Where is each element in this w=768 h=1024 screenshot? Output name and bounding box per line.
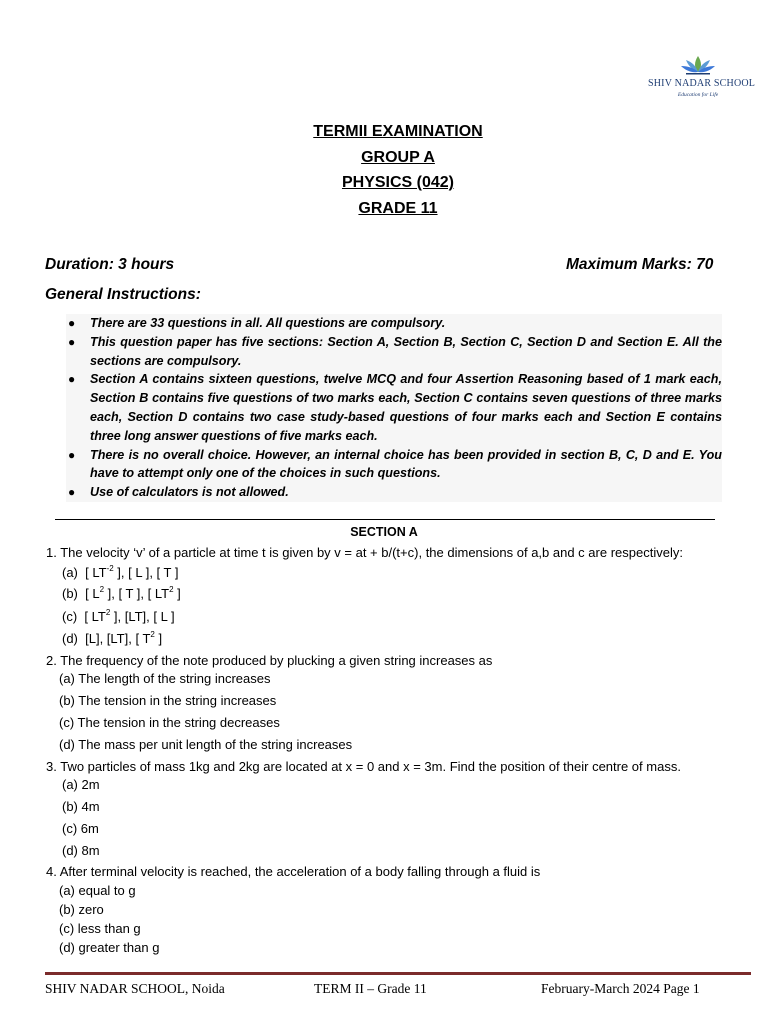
q4-option-d: (d) greater than g: [59, 940, 160, 955]
bullet: ●: [68, 372, 76, 387]
q2-option-d: (d) The mass per unit length of the string increases: [59, 737, 353, 752]
q2-option-b: (b) The tension in the string increases: [59, 693, 277, 708]
q1-option-c: (c) [ $LT^2$ ], [LT], [ L ]: [62, 608, 175, 624]
q2-option-c: (c) The tension in the string decreases: [59, 715, 280, 730]
grade-title: GRADE 11: [358, 200, 438, 217]
question-1: 1. The velocity ‘v’ of a particle at time t is given by v = at + b/(t+c), the dimensions of a,b and c are respectively:: [46, 545, 683, 560]
subject-title: PHYSICS (042): [341, 174, 455, 191]
lotus-icon: [678, 54, 718, 76]
footer-page: February-March 2024 Page 1: [541, 981, 700, 996]
bullet: ●: [68, 334, 76, 349]
q3-option-a: (a) 2m: [62, 777, 100, 792]
instructions-list: [66, 314, 722, 502]
instruction-item: ● There are 33 questions in all. All questions are compulsory.: [66, 314, 722, 333]
instruction-item: ● There is no overall choice. However, an internal choice has been provided in section B, C, D and E. You have to attempt only one of the choices in such questions.: [68, 447, 722, 481]
bullet: ●: [68, 485, 76, 500]
q3-option-d: (d) 8m: [62, 843, 100, 858]
question-4: 4. After terminal velocity is reached, the acceleration of a body falling through a fluid is: [46, 864, 541, 879]
logo-tagline: Education for Life: [677, 92, 719, 98]
section-heading: SECTION A: [350, 525, 418, 539]
footer-term: TERM II – Grade 11: [314, 981, 427, 996]
logo-school-name: SHIV NADAR SCHOOL: [648, 78, 756, 89]
q1-option-b: (b) [ $L^2$ ], [ T ], [ $LT^2$ ]: [62, 585, 181, 601]
q3-option-b: (b) 4m: [62, 799, 100, 814]
max-marks-text: Maximum Marks: 70: [566, 256, 714, 273]
general-instructions-title: General Instructions:: [45, 286, 201, 303]
q4-option-a: (a) equal to g: [59, 883, 136, 898]
duration-text: Duration: 3 hours: [45, 256, 175, 273]
q3-option-c: (c) 6m: [62, 821, 99, 836]
instruction-item: ● Use of calculators is not allowed.: [66, 483, 722, 502]
footer-rule: [45, 972, 751, 975]
bullet: ●: [68, 447, 76, 462]
q1-option-a: (a) [ $LT^{-2}$ ], [ L ], [ T ]: [62, 564, 179, 580]
q2-option-a: (a) The length of the string increases: [59, 671, 271, 686]
question-2: 2. The frequency of the note produced by plucking a given string increases as: [46, 653, 493, 668]
separator-line: [55, 519, 715, 520]
footer-school: SHIV NADAR SCHOOL, Noida: [45, 981, 225, 996]
q1-option-d: (d) [L], [LT], [ $T^2$ ]: [62, 630, 163, 646]
bullet: ●: [68, 316, 76, 330]
instruction-item: ● Section A contains sixteen questions, twelve MCQ and four Assertion Reasoning based of 1 mark each, Section B contains five questions of two marks each, Section C contains seven questions of three marks each, Section D contains two case study-based questions of four marks each and Section E contains three long answer questions of five marks each.: [68, 372, 722, 443]
instruction-item: ● This question paper has five sections: Section A, Section B, Section C, Section D and Section E. All the sections are compulsory.: [68, 334, 722, 368]
exam-title: TERMII EXAMINATION: [313, 123, 483, 140]
school-logo: [648, 54, 756, 114]
group-title: GROUP A: [361, 149, 435, 166]
q4-option-c: (c) less than g: [59, 921, 141, 936]
question-3: 3. Two particles of mass 1kg and 2kg are located at x = 0 and x = 3m. Find the position of their centre of mass.: [46, 759, 681, 774]
q4-option-b: (b) zero: [59, 902, 104, 917]
